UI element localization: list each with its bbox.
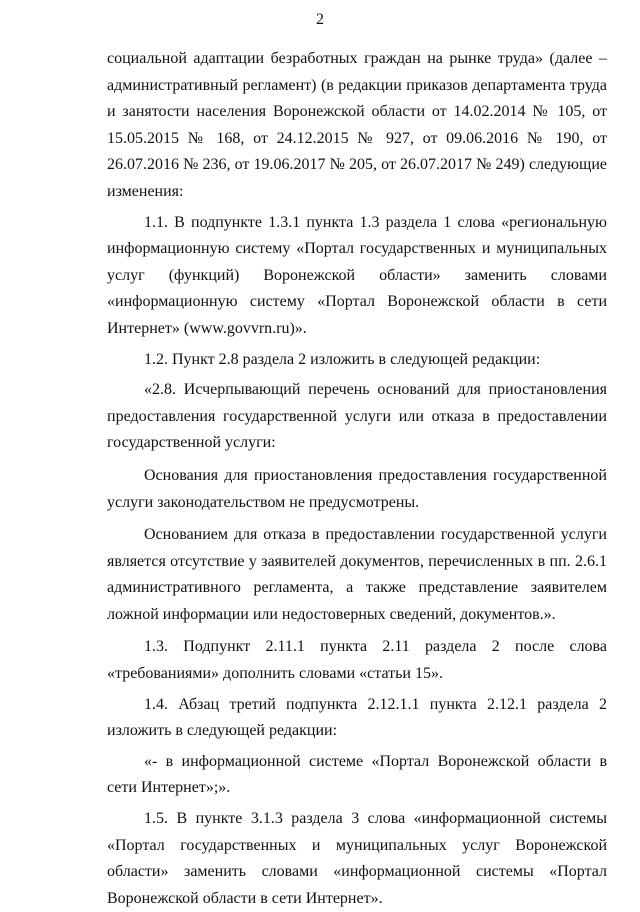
paragraph-item-1-2: 1.2. Пункт 2.8 раздела 2 изложить в следующей редакции: bbox=[144, 350, 541, 368]
paragraph-intro-continuation: социальной адаптации безработных граждан на рынке труда» (далее – административный регламент) (в редакции приказов департамента труда и занятости населения Воронежской области от 14.02.2014 № 105, от 15.05.2015 № 168, от 24.12.2015 № 927, от 09.06.2016 № 190, от 26.07.2016 № 236, от 19.06.2017 № 205, от 26.07.2017 № 249) следующие изменения: bbox=[107, 50, 607, 200]
paragraph-item-1-1: 1.1. В подпункте 1.3.1 пункта 1.3 раздела 1 слова «региональную информационную систему «Портал государственных и муниципальных услуг (функций) Воронежской области» заменить словами «информационную систему «Портал Воронежской области в сети Интернет» (www.govvrn.ru)». bbox=[107, 213, 607, 337]
document-body bbox=[107, 46, 607, 912]
page-number: 2 bbox=[316, 11, 324, 28]
paragraph-refusal-grounds: Основанием для отказа в предоставлении государственной услуги является отсутствие у заявителей документов, перечисленных в пп. 2.6.1 административного регламента, а также представление заявителем ложной информации или недостоверных сведений, документов.». bbox=[107, 526, 607, 623]
paragraph-item-1-5: 1.5. В пункте 3.1.3 раздела 3 слова «информационной системы «Портал государственных и муниципальных услуг Воронежской области» заменить словами «информационной системы «Портал Воронежской области в сети Интернет». bbox=[107, 810, 607, 907]
paragraph-information-system: «- в информационной системе «Портал Воронежской области в сети Интернет»;». bbox=[107, 752, 607, 797]
paragraph-clause-2-8: «2.8. Исчерпывающий перечень оснований для приостановления предоставления государственной услуги или отказа в предоставлении государственной услуги: bbox=[107, 381, 607, 452]
paragraph-suspension-grounds: Основания для приостановления предоставления государственной услуги законодательством не предусмотрены. bbox=[107, 466, 607, 511]
paragraph-item-1-4: 1.4. Абзац третий подпункта 2.12.1.1 пункта 2.12.1 раздела 2 изложить в следующей редакции: bbox=[107, 695, 607, 740]
paragraph-item-1-3: 1.3. Подпункт 2.11.1 пункта 2.11 раздела 2 после слова «требованиями» дополнить словами «статьи 15». bbox=[107, 638, 607, 683]
